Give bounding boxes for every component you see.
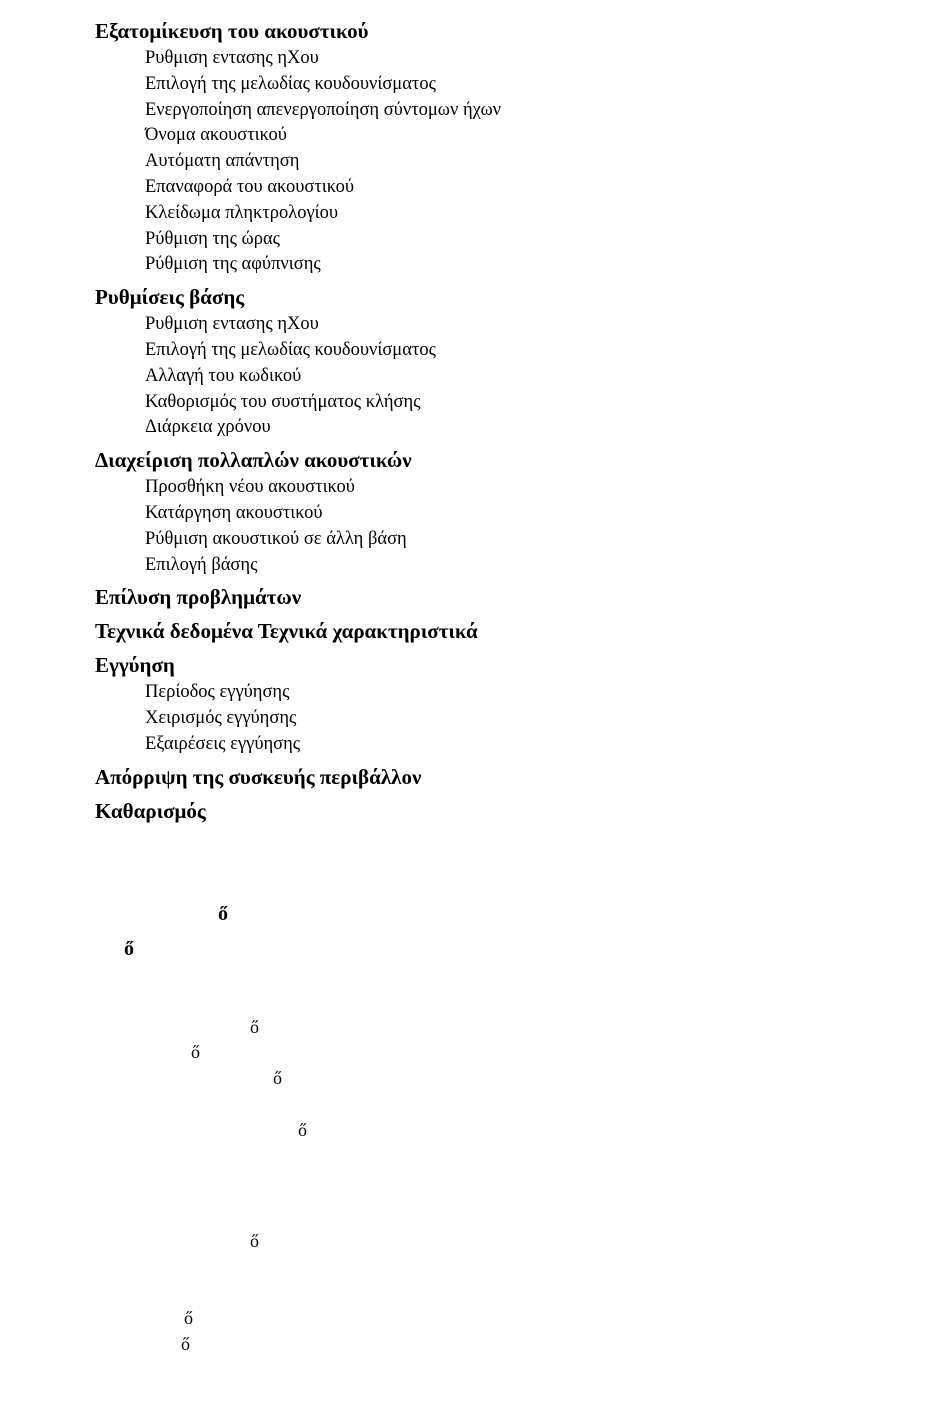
toc-item[interactable]: Αλλαγή του κωδικού: [145, 365, 302, 386]
toc-item[interactable]: Διάρκεια χρόνου: [145, 417, 271, 438]
toc-section-title[interactable]: Επίλυση προβλημάτων: [95, 585, 302, 610]
toc-item[interactable]: Επιλογή της μελωδίας κουδουνίσματος: [145, 339, 436, 360]
toc-item[interactable]: Ρυθμιση εντασης ηΧου: [145, 314, 319, 335]
toc-item[interactable]: Χειρισμός εγγύησης: [145, 708, 297, 729]
toc-section: [95, 652, 915, 763]
toc-item[interactable]: Ρύθμιση της ώρας: [145, 228, 280, 249]
toc-item[interactable]: Επαναφορά του ακουστικού: [145, 176, 355, 197]
toc-section-title[interactable]: Διαχείριση πολλαπλών ακουστικών: [95, 448, 412, 473]
toc-item[interactable]: Ρυθμιση εντασης ηΧου: [145, 48, 319, 68]
toc-item[interactable]: Επιλογή της μελωδίας κουδουνίσματος: [145, 73, 436, 94]
toc-item[interactable]: Καθορισμός του συστήματος κλήσης: [145, 391, 421, 412]
toc-section-title[interactable]: Καθαρισμός: [95, 798, 206, 823]
toc-section: [95, 798, 915, 824]
toc-item-list: [95, 475, 915, 584]
toc-section-title[interactable]: Εγγύηση: [95, 653, 175, 678]
stray-glyph: ő: [273, 1068, 282, 1088]
toc-section-title[interactable]: Απόρριψη της συσκευής περιβάλλον: [95, 764, 422, 789]
stray-glyph: ő: [218, 903, 228, 925]
toc-section: [95, 18, 915, 284]
stray-glyph: ő: [191, 1042, 200, 1062]
toc-section-title[interactable]: Εξατομίκευση του ακουστικού: [95, 19, 369, 43]
toc-section-title[interactable]: Ρυθμίσεις βάσης: [95, 285, 245, 310]
stray-glyph: ő: [250, 1017, 259, 1037]
toc-item[interactable]: Ενεργοποίηση απενεργοποίηση σύντομων ήχων: [145, 99, 501, 120]
toc-section-title[interactable]: Τεχνικά δεδομένα Τεχνικά χαρακτηριστικά: [95, 619, 478, 644]
toc-item-list: [95, 680, 915, 763]
toc-item[interactable]: Περίοδος εγγύησης: [145, 682, 290, 703]
toc-item[interactable]: Αυτόματη απάντηση: [145, 151, 300, 172]
toc-item[interactable]: Επιλογή βάσης: [145, 554, 258, 575]
toc-section: [95, 618, 915, 644]
stray-glyph: ő: [124, 938, 134, 960]
toc-item[interactable]: Κατάργηση ακουστικού: [145, 502, 323, 523]
stray-glyph: ő: [298, 1120, 307, 1140]
stray-glyph: ő: [181, 1334, 190, 1354]
toc-item[interactable]: Κλείδωμα πληκτρολογίου: [145, 202, 339, 223]
toc-item[interactable]: Προσθήκη νέου ακουστικού: [145, 477, 355, 498]
stray-glyph: ő: [184, 1308, 193, 1328]
toc-section: [95, 764, 915, 790]
stray-glyph: ő: [250, 1231, 259, 1251]
toc-item-list: [95, 312, 915, 447]
toc-item[interactable]: Εξαιρέσεις εγγύησης: [145, 733, 301, 754]
toc-item[interactable]: Όνομα ακουστικού: [145, 125, 287, 146]
toc-section: [95, 284, 915, 447]
toc-item[interactable]: Ρύθμιση ακουστικού σε άλλη βάση: [145, 528, 407, 549]
toc-section: [95, 447, 915, 584]
toc-item[interactable]: Ρύθμιση της αφύπνισης: [145, 254, 321, 275]
toc-item-list: [95, 46, 915, 284]
table-of-contents: [95, 18, 915, 832]
toc-section: [95, 584, 915, 610]
